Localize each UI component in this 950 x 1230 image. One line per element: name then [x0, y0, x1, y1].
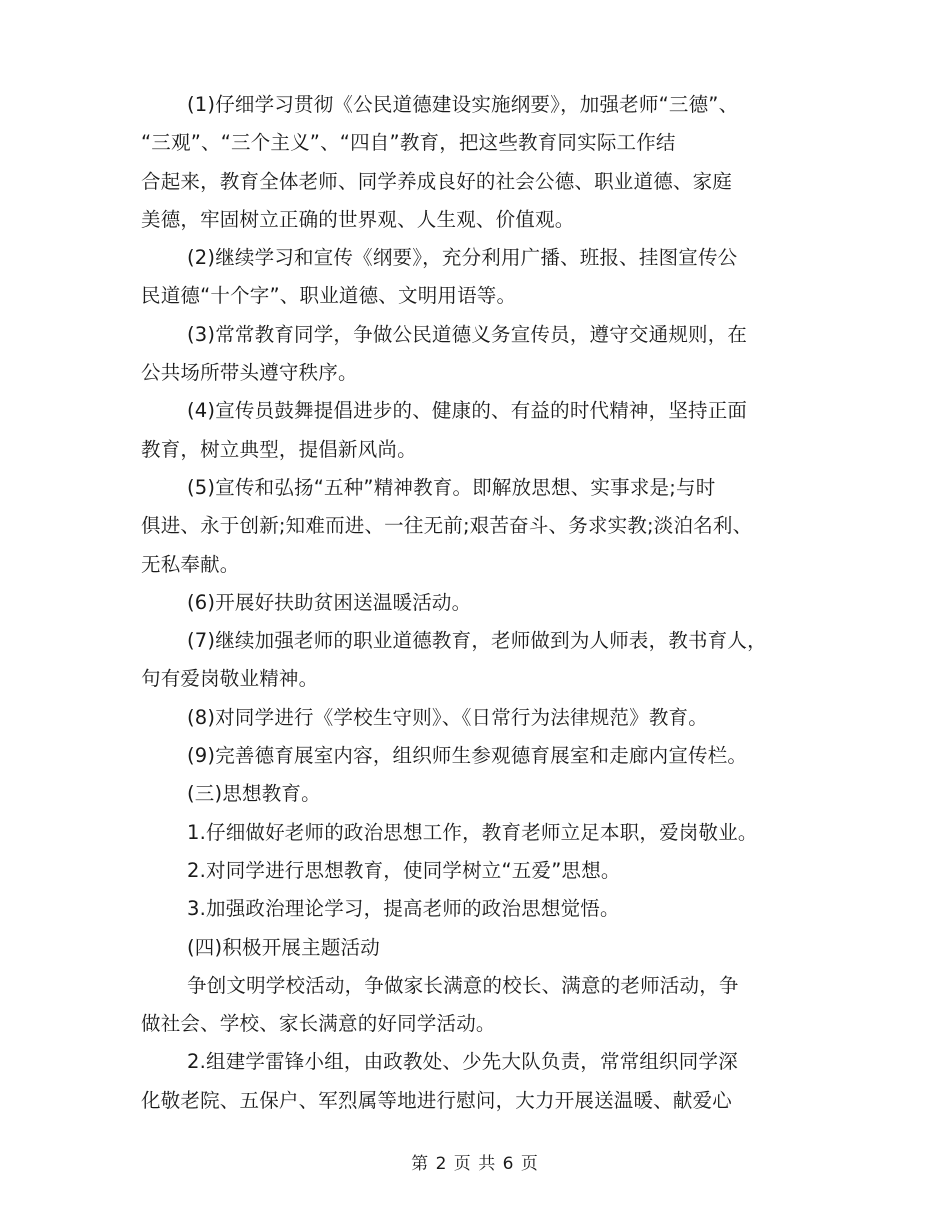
- text-line: (8)对同学进行《学校生守则》、《日常行为法律规范》教育。: [187, 705, 708, 729]
- text-line: (6)开展好扶助贫困送温暖活动。: [187, 590, 472, 614]
- text-line: 俱进、永于创新;知难而进、一往无前;艰苦奋斗、务求实教;淡泊名利、: [141, 514, 753, 538]
- page-footer: 第 2 页 共 6 页: [411, 1154, 539, 1174]
- text-line: (9)完善德育展室内容，组织师生参观德育展室和走廊内宣传栏。: [187, 744, 748, 768]
- text-line: (7)继续加强老师的职业道德教育，老师做到为人师表，教书育人，: [187, 629, 767, 653]
- text-line: 句有爱岗敬业精神。: [141, 667, 319, 691]
- text-line: 化敬老院、五保户、军烈属等地进行慰问，大力开展送温暖、献爱心: [141, 1088, 733, 1112]
- text-line: 无私奉献。: [141, 552, 240, 576]
- text-line: 合起来，教育全体老师、同学养成良好的社会公德、职业道德、家庭: [141, 169, 733, 193]
- text-line: 2.组建学雷锋小组，由政教处、少先大队负责，常常组织同学深: [187, 1050, 738, 1074]
- text-line: 公共场所带头遵守秩序。: [141, 361, 358, 385]
- text-line: (5)宣传和弘扬“五种”精神教育。即解放思想、实事求是;与时: [187, 475, 716, 499]
- text-line: “三观”、“三个主义”、“四自”教育，把这些教育同实际工作结: [141, 131, 676, 155]
- text-line: (四)积极开展主题活动: [187, 935, 380, 959]
- text-line: 教育，树立典型，提倡新风尚。: [141, 437, 417, 461]
- text-line: (3)常常教育同学，争做公民道德义务宣传员，遵守交通规则，在: [187, 322, 748, 346]
- text-line: 2.对同学进行思想教育，使同学树立“五爱”思想。: [187, 858, 621, 882]
- text-line: (1)仔细学习贯彻《公民道德建设实施纲要》，加强老师“三德”、: [187, 93, 739, 116]
- text-line: (4)宣传员鼓舞提倡进步的、健康的、有益的时代精神，坚持正面: [187, 399, 748, 423]
- text-line: 3.加强政治理论学习，提高老师的政治思想觉悟。: [187, 897, 620, 921]
- text-line: 民道德“十个字”、职业道德、文明用语等。: [141, 284, 517, 308]
- document-body: [141, 86, 821, 1120]
- text-line: 美德，牢固树立正确的世界观、人生观、价值观。: [141, 207, 575, 231]
- text-line: (2)继续学习和宣传《纲要》，充分利用广播、班报、挂图宣传公: [187, 246, 738, 270]
- text-line: 做社会、学校、家长满意的好同学活动。: [141, 1012, 496, 1036]
- text-line: 争创文明学校活动，争做家长满意的校长、满意的老师活动，争: [187, 973, 739, 997]
- text-line: 1.仔细做好老师的政治思想工作，教育老师立足本职，爱岗敬业。: [187, 820, 758, 844]
- text-line: (三)思想教育。: [187, 782, 321, 806]
